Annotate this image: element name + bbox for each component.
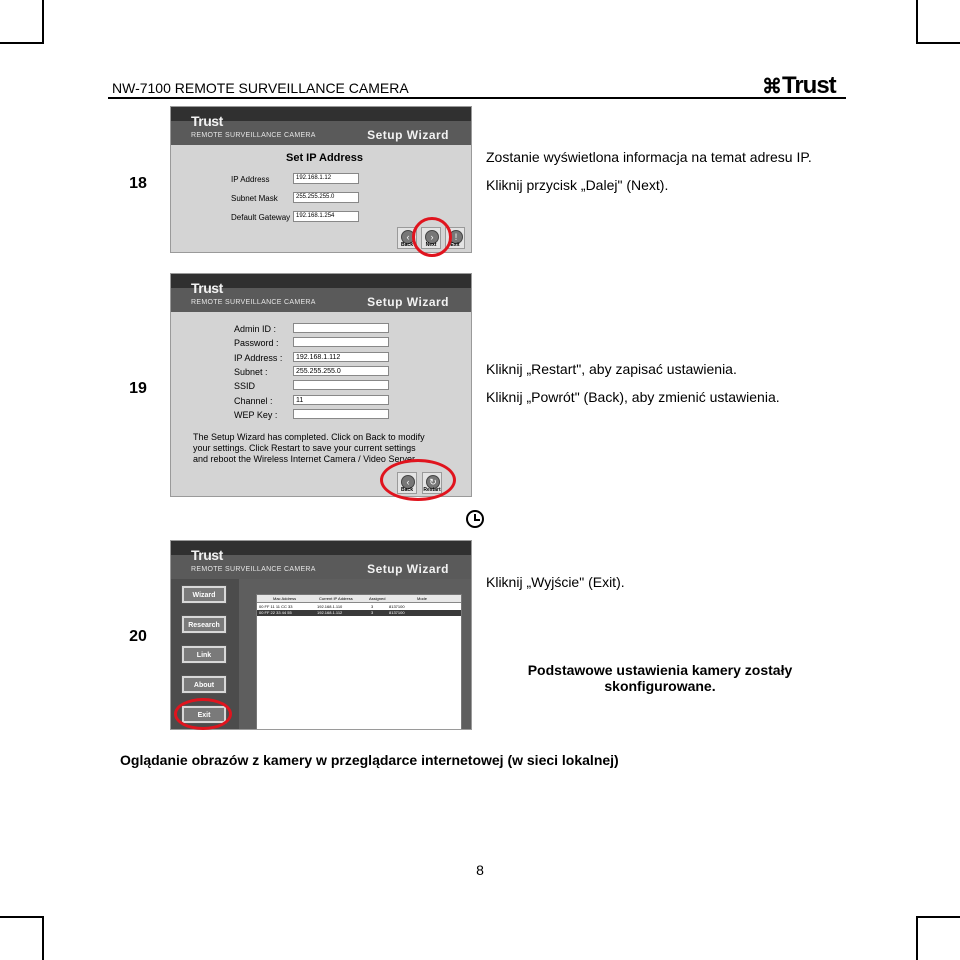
screenshot-subtitle: REMOTE SURVEILLANCE CAMERA <box>191 299 316 306</box>
channel-label: Channel : <box>234 396 273 406</box>
password-field[interactable] <box>293 337 389 347</box>
screenshot-subtitle: REMOTE SURVEILLANCE CAMERA <box>191 566 316 573</box>
step-number-20: 20 <box>129 628 147 645</box>
subnet-mask-label: Subnet Mask <box>231 194 278 203</box>
ip-address-field[interactable]: 192.168.1.112 <box>293 352 389 362</box>
header-rule <box>108 97 846 99</box>
ip-address-field[interactable]: 192.168.1.12 <box>293 173 359 184</box>
exit-icon: ! <box>449 230 463 244</box>
subnet-label: Subnet : <box>234 367 268 377</box>
screenshot-header <box>171 107 471 145</box>
screenshot-logo: Trust <box>191 280 223 296</box>
step18-text-line: Zostanie wyświetlona informacja na temat adresu IP. <box>486 149 812 165</box>
step19-text-line: Kliknij „Restart", aby zapisać ustawienia. <box>486 361 737 377</box>
exit-button[interactable]: ! Exit <box>445 227 465 249</box>
restart-icon: ↻ <box>426 475 440 489</box>
column-header: Assigned <box>369 596 386 601</box>
admin-id-label: Admin ID : <box>234 324 277 334</box>
password-label: Password : <box>234 338 279 348</box>
camera-list-header <box>257 595 461 603</box>
set-ip-heading: Set IP Address <box>286 152 364 164</box>
crop-mark-top-right <box>916 0 960 44</box>
step-number-18: 18 <box>129 175 147 192</box>
crop-mark-top-left <box>0 0 44 44</box>
restart-button[interactable]: ↻ Restart <box>422 472 442 494</box>
column-header: Mac Address <box>273 596 297 601</box>
step19-instructions <box>486 355 780 411</box>
crop-mark-bottom-left <box>0 916 44 960</box>
screenshot-header <box>171 274 471 312</box>
exit-button[interactable]: Exit <box>182 706 226 723</box>
next-button[interactable]: › Next <box>421 227 441 249</box>
document-title: NW-7100 REMOTE SURVEILLANCE CAMERA <box>112 80 409 96</box>
step-number-19: 19 <box>129 380 147 397</box>
arrow-right-icon: › <box>425 230 439 244</box>
subnet-field[interactable]: 255.255.255.0 <box>293 366 389 376</box>
table-row[interactable]: 00 FF 22 33 44 55 192.168.1.112 3 8137100 <box>257 610 461 616</box>
subnet-mask-field[interactable]: 255.255.255.0 <box>293 192 359 203</box>
back-button[interactable]: ‹ Back <box>397 472 417 494</box>
screenshot-logo: Trust <box>191 113 223 129</box>
camera-list[interactable] <box>256 594 462 730</box>
screenshot-wizard-title: Setup Wizard <box>367 562 449 576</box>
screenshot-wizard-title: Setup Wizard <box>367 295 449 309</box>
ssid-label: SSID <box>234 381 256 391</box>
research-button[interactable]: Research <box>182 616 226 633</box>
screenshot-wizard-title: Setup Wizard <box>367 128 449 142</box>
crop-mark-bottom-right <box>916 916 960 960</box>
wep-key-label: WEP Key : <box>234 410 278 420</box>
wizard-button[interactable]: Wizard <box>182 586 226 603</box>
setup-complete-note: Podstawowe ustawienia kamery zostały skonfigurowane. <box>527 662 793 694</box>
ssid-field[interactable] <box>293 380 389 390</box>
wep-key-field[interactable] <box>293 409 389 419</box>
column-header: Mode <box>417 596 428 601</box>
default-gateway-label: Default Gateway <box>231 213 291 222</box>
screenshot-logo: Trust <box>191 547 223 563</box>
trust-logo-icon: ⌘ <box>762 76 781 98</box>
back-restart-highlight-ring <box>380 459 456 501</box>
step20-instruction: Kliknij „Wyjście" (Exit). <box>486 574 625 590</box>
ip-address-label: IP Address <box>231 175 270 184</box>
default-gateway-field[interactable]: 192.168.1.254 <box>293 211 359 222</box>
arrow-left-icon: ‹ <box>401 475 415 489</box>
back-button[interactable]: ‹ Back <box>397 227 417 249</box>
screenshot-header <box>171 541 471 579</box>
page-number: 8 <box>476 862 484 878</box>
step18-instructions <box>486 143 812 199</box>
screenshot-subtitle: REMOTE SURVEILLANCE CAMERA <box>191 132 316 139</box>
about-button[interactable]: About <box>182 676 226 693</box>
column-header: Current IP Address <box>319 596 353 601</box>
clock-icon <box>466 510 484 528</box>
next-highlight-ring <box>412 217 452 257</box>
channel-field[interactable]: 11 <box>293 395 389 405</box>
trust-logo: ⌘Trust <box>762 72 836 99</box>
arrow-left-icon: ‹ <box>401 230 415 244</box>
step19-text-line: Kliknij „Powrót" (Back), aby zmienić ustawienia. <box>486 389 780 405</box>
step18-text-line: Kliknij przycisk „Dalej" (Next). <box>486 177 669 193</box>
link-button[interactable]: Link <box>182 646 226 663</box>
section-title: Oglądanie obrazów z kamery w przeglądarce internetowej (w sieci lokalnej) <box>120 752 619 768</box>
admin-id-field[interactable] <box>293 323 389 333</box>
exit-highlight-ring <box>174 698 232 730</box>
setup-complete-message: The Setup Wizard has completed. Click on Back to modify your settings. Click Restart to save your current settings and reboot the Wireless Internet Camera / Video Server. <box>193 432 425 464</box>
ip-address-label: IP Address : <box>234 353 283 363</box>
table-row[interactable]: 00 FF 11 11 CC 33 192.168.1.110 3 8137100 <box>259 604 405 609</box>
